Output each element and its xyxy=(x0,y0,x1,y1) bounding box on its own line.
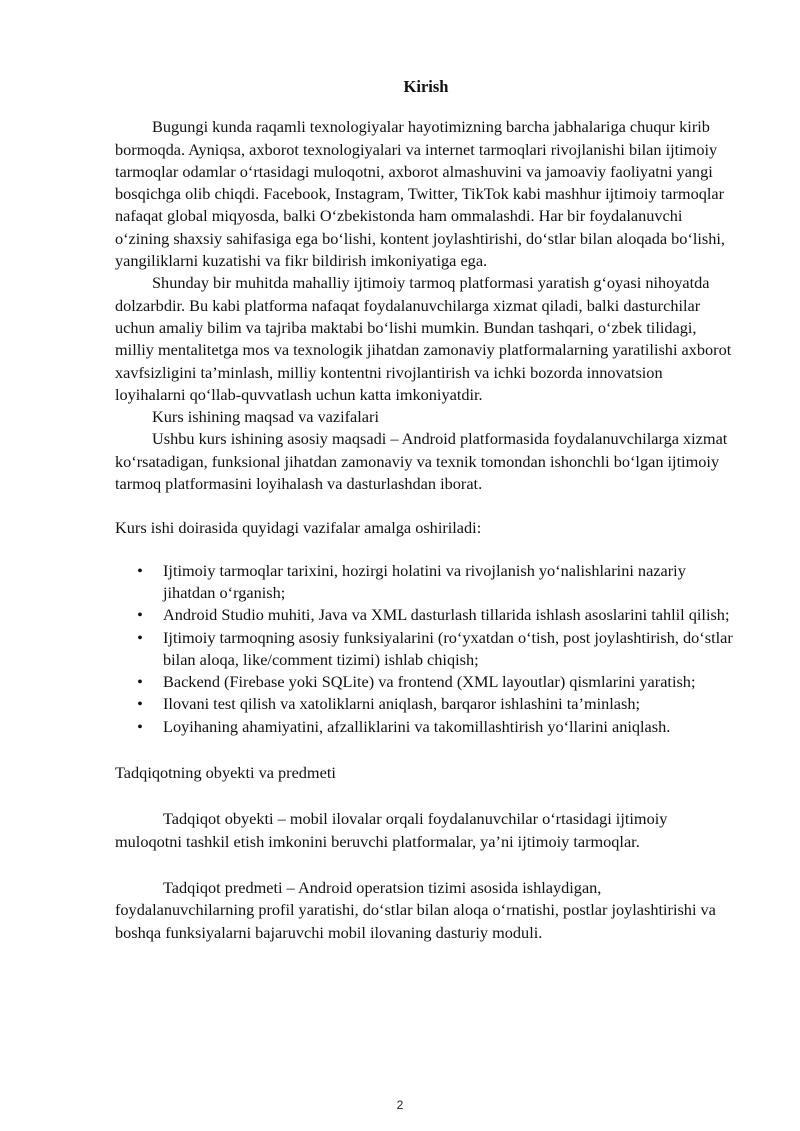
bullet-icon: • xyxy=(137,627,143,647)
list-item-text: Ijtimoiy tarmoqning asosiy funksiyalarini (ro‘yxatdan o‘tish, post joylashtirish, do‘stlar bilan aloqa, like/comment tizimi) ishlab chiqish; xyxy=(163,627,733,669)
intro-paragraph-1: Bugungi kunda raqamli texnologiyalar hayotimizning barcha jabhalariga chuqur kirib bormoqda. Ayniqsa, axborot texnologiyalari va internet tarmoqlari rivojlanishi bilan ijtimoiy tarmoqlar odamlar o‘rtasidagi muloqotni, axborot almashuvini va jamoaviy faoliyatni yangi bosqichga olib chiqdi. Facebook, Instagram, Twitter, TikTok kabi mashhur ijtimoiy tarmoqlar nafaqat global miqyosda, balki O‘zbekistonda ham ommalashdi. Har bir foydalanuvchi o‘zining shaxsiy sahifasiga ega bo‘lishi, kontent joylashtirishi, do‘stlar bilan aloqada bo‘lishi, yangiliklarni kuzatishi va fikr bildirish imkoniyatiga ega. xyxy=(115,117,725,271)
bullet-icon: • xyxy=(137,694,143,714)
list-item-text: Android Studio muhiti, Java va XML dasturlash tillarida ishlash asoslarini tahlil qilish; xyxy=(163,605,730,625)
list-item-text: Backend (Firebase yoki SQLite) va frontend (XML layoutlar) qismlarini yaratish; xyxy=(163,672,696,692)
goal-paragraph: Ushbu kurs ishining asosiy maqsadi – Android platformasida foydalanuvchilarga xizmat ko‘rsatadigan, funksional jihatdan zamonaviy va texnik tomondan ishonchli bo‘lgan ijtimoiy tarmoq platformasini loyihalash va dasturlashdan iborat. xyxy=(115,429,728,494)
bullet-icon: • xyxy=(137,672,143,692)
research-object-paragraph: Tadqiqot obyekti – mobil ilovalar orqali foydalanuvchilar o‘rtasidagi ijtimoiy muloqotni tashkil etish imkonini beruvchi platformalar, ya’ni ijtimoiy tarmoqlar. xyxy=(115,809,668,851)
bullet-icon: • xyxy=(137,605,143,625)
page-number: 2 xyxy=(396,1098,404,1112)
page-content xyxy=(115,76,737,944)
research-subject-paragraph: Tadqiqot predmeti – Android operatsion tizimi asosida ishlaydigan, foydalanuvchilarning profil yaratishi, do‘stlar bilan aloqa o‘rnatishi, postlar joylashtirishi va boshqa funksiyalarni bajaruvchi mobil ilovaning dasturiy moduli. xyxy=(115,877,716,942)
tasks-intro: Kurs ishi doirasida quyidagi vazifalar amalga oshiriladi: xyxy=(115,518,482,538)
section-heading: Kurs ishining maqsad va vazifalari xyxy=(152,407,379,427)
list-item-text: Loyihaning ahamiyatini, afzalliklarini va takomillashtirish yo‘llarini aniqlash. xyxy=(163,716,671,736)
list-item-text: Ilovani test qilish va xatoliklarni aniqlash, barqaror ishlashini ta’minlash; xyxy=(163,694,641,714)
list-item xyxy=(137,716,737,738)
list-item xyxy=(137,671,737,693)
list-item-text: Ijtimoiy tarmoqlar tarixini, hozirgi holatini va rivojlanish yo‘nalishlarini nazariy jihatdan o‘rganish; xyxy=(163,560,686,602)
bullet-icon: • xyxy=(137,560,143,580)
list-item xyxy=(137,560,737,605)
list-item xyxy=(137,693,737,715)
list-item xyxy=(137,604,737,626)
list-item xyxy=(137,627,737,672)
page-title: Kirish xyxy=(403,77,449,96)
tasks-list xyxy=(115,560,737,738)
bullet-icon: • xyxy=(137,716,143,736)
intro-paragraph-2: Shunday bir muhitda mahalliy ijtimoiy tarmoq platformasi yaratish g‘oyasi nihoyatda dolzarbdir. Bu kabi platforma nafaqat foydalanuvchilarga xizmat qiladi, balki dasturchilar uchun amaliy bilim va tajriba maktabi bo‘lishi mumkin. Bundan tashqari, o‘zbek tilidagi, milliy mentalitetga mos va texnologik jihatdan zamonaviy platformalarning yaratilishi axborot xavfsizligini ta’minlash, milliy kontentni rivojlantirish va ichki bozorda innovatsion loyihalarni qo‘llab-quvvatlash uchun katta imkoniyatdir. xyxy=(115,273,732,404)
research-heading: Tadqiqotning obyekti va predmeti xyxy=(115,763,336,783)
